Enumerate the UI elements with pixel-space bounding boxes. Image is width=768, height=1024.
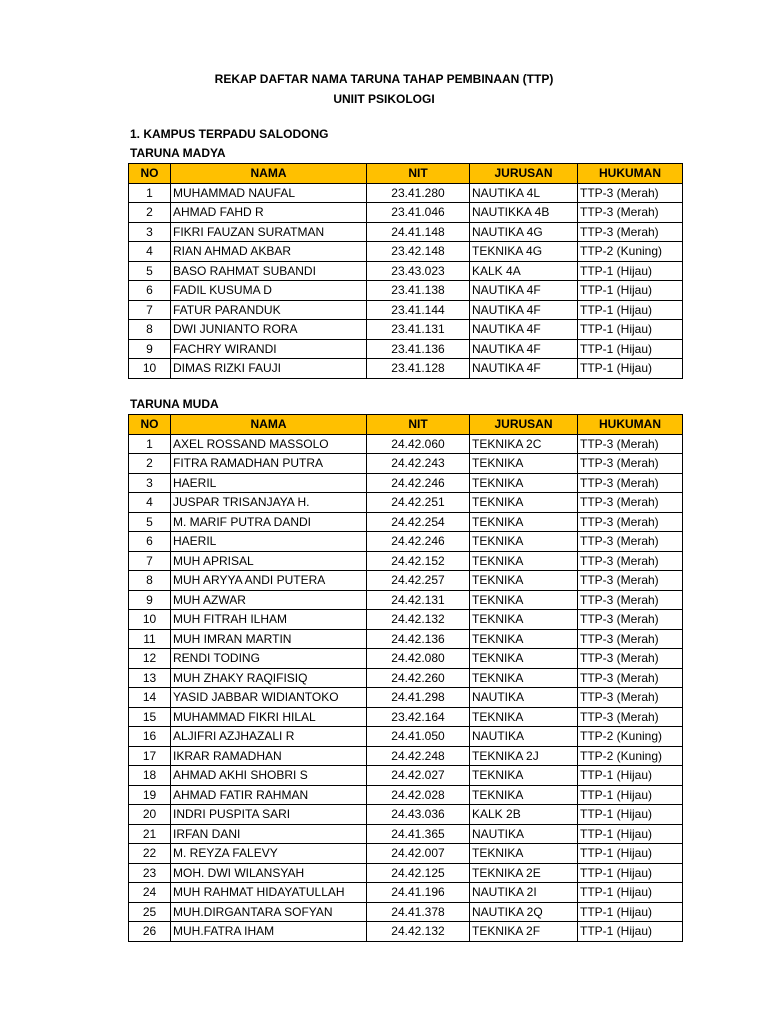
cell-hukuman: TTP-1 (Hijau): [578, 785, 683, 805]
column-header-nama: NAMA: [171, 415, 367, 435]
cell-nit: 24.41.298: [367, 688, 470, 708]
cell-nama: M. REYZA FALEVY: [171, 844, 367, 864]
cell-hukuman: TTP-3 (Merah): [578, 183, 683, 203]
table-row: [129, 844, 683, 864]
column-header-no: NO: [129, 164, 171, 184]
cell-hukuman: TTP-3 (Merah): [578, 649, 683, 669]
cell-nama: MUH ZHAKY RAQIFISIQ: [171, 668, 367, 688]
cell-nit: 24.42.028: [367, 785, 470, 805]
cell-hukuman: TTP-3 (Merah): [578, 532, 683, 552]
cell-no: 4: [129, 493, 171, 513]
cell-nama: MUH FITRAH ILHAM: [171, 610, 367, 630]
cell-nit: 24.43.036: [367, 805, 470, 825]
cell-hukuman: TTP-1 (Hijau): [578, 281, 683, 301]
cell-no: 8: [129, 320, 171, 340]
cell-no: 1: [129, 183, 171, 203]
table-row: [129, 203, 683, 223]
cell-hukuman: TTP-1 (Hijau): [578, 883, 683, 903]
cell-nit: 23.41.046: [367, 203, 470, 223]
cell-no: 6: [129, 532, 171, 552]
cell-nit: 24.42.027: [367, 766, 470, 786]
cell-no: 1: [129, 434, 171, 454]
table-row: [129, 532, 683, 552]
table-header-row: [129, 164, 683, 184]
table-row: [129, 339, 683, 359]
cell-no: 17: [129, 746, 171, 766]
cell-no: 16: [129, 727, 171, 747]
cell-hukuman: TTP-3 (Merah): [578, 222, 683, 242]
cell-hukuman: TTP-3 (Merah): [578, 454, 683, 474]
cell-nit: 23.41.128: [367, 359, 470, 379]
table-row: [129, 183, 683, 203]
cell-nama: MUH IMRAN MARTIN: [171, 629, 367, 649]
cell-jurusan: TEKNIKA 2E: [470, 863, 578, 883]
cell-no: 3: [129, 473, 171, 493]
cell-nama: FATUR PARANDUK: [171, 300, 367, 320]
cell-nit: 24.42.152: [367, 551, 470, 571]
cell-no: 8: [129, 571, 171, 591]
cell-nama: ALJIFRI AZJHAZALI R: [171, 727, 367, 747]
cell-jurusan: NAUTIKA 4L: [470, 183, 578, 203]
cell-jurusan: TEKNIKA: [470, 785, 578, 805]
cell-jurusan: TEKNIKA: [470, 668, 578, 688]
cell-jurusan: NAUTIKA 4F: [470, 281, 578, 301]
cell-jurusan: NAUTIKA 4F: [470, 359, 578, 379]
cell-jurusan: TEKNIKA: [470, 571, 578, 591]
cell-jurusan: NAUTIKA: [470, 688, 578, 708]
cell-hukuman: TTP-3 (Merah): [578, 688, 683, 708]
table-row: [129, 863, 683, 883]
table-row: [129, 610, 683, 630]
cell-hukuman: TTP-1 (Hijau): [578, 320, 683, 340]
cell-jurusan: KALK 2B: [470, 805, 578, 825]
cell-jurusan: NAUTIKA 4F: [470, 300, 578, 320]
cell-jurusan: NAUTIKA 4F: [470, 339, 578, 359]
cell-hukuman: TTP-1 (Hijau): [578, 863, 683, 883]
cell-no: 22: [129, 844, 171, 864]
table-row: [129, 261, 683, 281]
cell-no: 13: [129, 668, 171, 688]
cell-nit: 24.42.251: [367, 493, 470, 513]
cell-jurusan: TEKNIKA: [470, 649, 578, 669]
cell-nama: MOH. DWI WILANSYAH: [171, 863, 367, 883]
cell-no: 2: [129, 454, 171, 474]
cell-nama: MUH AZWAR: [171, 590, 367, 610]
cell-jurusan: TEKNIKA: [470, 629, 578, 649]
cell-nit: 24.42.243: [367, 454, 470, 474]
cell-no: 5: [129, 261, 171, 281]
cell-hukuman: TTP-1 (Hijau): [578, 261, 683, 281]
cell-jurusan: TEKNIKA: [470, 454, 578, 474]
cell-hukuman: TTP-3 (Merah): [578, 551, 683, 571]
table-row: [129, 242, 683, 262]
cell-nit: 24.42.007: [367, 844, 470, 864]
cell-hukuman: TTP-1 (Hijau): [578, 902, 683, 922]
cell-nama: DWI JUNIANTO RORA: [171, 320, 367, 340]
cell-hukuman: TTP-3 (Merah): [578, 203, 683, 223]
table-row: [129, 454, 683, 474]
cell-nit: 23.41.144: [367, 300, 470, 320]
cell-nama: MUHAMMAD NAUFAL: [171, 183, 367, 203]
cell-no: 5: [129, 512, 171, 532]
cell-nit: 24.42.125: [367, 863, 470, 883]
table-row: [129, 746, 683, 766]
cell-jurusan: KALK 4A: [470, 261, 578, 281]
cell-hukuman: TTP-3 (Merah): [578, 512, 683, 532]
table-row: [129, 320, 683, 340]
document-subtitle: UNIIT PSIKOLOGI: [333, 92, 435, 106]
column-header-no: NO: [129, 415, 171, 435]
cell-nama: IKRAR RAMADHAN: [171, 746, 367, 766]
cell-no: 14: [129, 688, 171, 708]
cell-nama: AXEL ROSSAND MASSOLO: [171, 434, 367, 454]
cell-no: 18: [129, 766, 171, 786]
cell-nama: RIAN AHMAD AKBAR: [171, 242, 367, 262]
cell-jurusan: TEKNIKA: [470, 512, 578, 532]
cell-hukuman: TTP-1 (Hijau): [578, 339, 683, 359]
section-heading-madya: TARUNA MADYA: [130, 146, 226, 160]
cell-jurusan: NAUTIKA 4G: [470, 222, 578, 242]
document-title: REKAP DAFTAR NAMA TARUNA TAHAP PEMBINAAN (TTP): [214, 72, 554, 86]
cell-no: 12: [129, 649, 171, 669]
table-row: [129, 902, 683, 922]
cell-no: 7: [129, 300, 171, 320]
cell-hukuman: TTP-1 (Hijau): [578, 359, 683, 379]
cell-nama: MUH.FATRA IHAM: [171, 922, 367, 942]
cell-hukuman: TTP-2 (Kuning): [578, 242, 683, 262]
cell-nit: 24.41.365: [367, 824, 470, 844]
cell-nama: HAERIL: [171, 473, 367, 493]
table-row: [129, 571, 683, 591]
cell-hukuman: TTP-3 (Merah): [578, 610, 683, 630]
cell-no: 10: [129, 359, 171, 379]
cell-jurusan: TEKNIKA 2C: [470, 434, 578, 454]
table-row: [129, 629, 683, 649]
cell-nit: 24.42.060: [367, 434, 470, 454]
cell-nama: FACHRY WIRANDI: [171, 339, 367, 359]
table-row: [129, 688, 683, 708]
table-row: [129, 434, 683, 454]
cell-jurusan: NAUTIKA: [470, 727, 578, 747]
cell-jurusan: NAUTIKKA 4B: [470, 203, 578, 223]
column-header-jurusan: JURUSAN: [470, 415, 578, 435]
cell-hukuman: TTP-3 (Merah): [578, 629, 683, 649]
cell-hukuman: TTP-3 (Merah): [578, 590, 683, 610]
cell-nit: 24.42.132: [367, 922, 470, 942]
cell-jurusan: TEKNIKA 2J: [470, 746, 578, 766]
column-header-nit: NIT: [367, 415, 470, 435]
table-row: [129, 707, 683, 727]
cell-jurusan: TEKNIKA 4G: [470, 242, 578, 262]
cell-nit: 24.41.378: [367, 902, 470, 922]
cell-nit: 23.41.136: [367, 339, 470, 359]
cell-jurusan: TEKNIKA: [470, 473, 578, 493]
table-row: [129, 727, 683, 747]
cell-nit: 24.42.132: [367, 610, 470, 630]
cell-hukuman: TTP-1 (Hijau): [578, 844, 683, 864]
cell-hukuman: TTP-3 (Merah): [578, 668, 683, 688]
cell-jurusan: TEKNIKA: [470, 707, 578, 727]
cell-hukuman: TTP-1 (Hijau): [578, 300, 683, 320]
cell-no: 9: [129, 590, 171, 610]
cell-no: 24: [129, 883, 171, 903]
cell-no: 10: [129, 610, 171, 630]
cell-nit: 23.41.138: [367, 281, 470, 301]
cell-nama: MUHAMMAD FIKRI HILAL: [171, 707, 367, 727]
cell-nama: HAERIL: [171, 532, 367, 552]
cell-no: 4: [129, 242, 171, 262]
table-row: [129, 359, 683, 379]
column-header-nama: NAMA: [171, 164, 367, 184]
cell-jurusan: NAUTIKA 2I: [470, 883, 578, 903]
table-row: [129, 281, 683, 301]
table-row: [129, 551, 683, 571]
table-row: [129, 493, 683, 513]
column-header-hukuman: HUKUMAN: [578, 164, 683, 184]
cell-nit: 24.42.246: [367, 473, 470, 493]
table-row: [129, 883, 683, 903]
table-taruna-madya: [128, 163, 683, 379]
cell-jurusan: NAUTIKA: [470, 824, 578, 844]
cell-nama: MUH.DIRGANTARA SOFYAN: [171, 902, 367, 922]
column-header-hukuman: HUKUMAN: [578, 415, 683, 435]
cell-hukuman: TTP-3 (Merah): [578, 493, 683, 513]
cell-jurusan: TEKNIKA: [470, 532, 578, 552]
table-row: [129, 766, 683, 786]
cell-nama: AHMAD FATIR RAHMAN: [171, 785, 367, 805]
cell-nama: DIMAS RIZKI FAUJI: [171, 359, 367, 379]
table-row: [129, 805, 683, 825]
cell-no: 15: [129, 707, 171, 727]
cell-nit: 24.42.080: [367, 649, 470, 669]
cell-nit: 24.42.248: [367, 746, 470, 766]
table-row: [129, 222, 683, 242]
table-row: [129, 668, 683, 688]
cell-nit: 24.41.148: [367, 222, 470, 242]
cell-nama: AHMAD AKHI SHOBRI S: [171, 766, 367, 786]
cell-nit: 24.42.136: [367, 629, 470, 649]
table-header-row: [129, 415, 683, 435]
campus-heading: 1. KAMPUS TERPADU SALODONG: [130, 127, 329, 141]
cell-hukuman: TTP-2 (Kuning): [578, 727, 683, 747]
cell-jurusan: TEKNIKA: [470, 610, 578, 630]
cell-nit: 23.42.164: [367, 707, 470, 727]
cell-no: 23: [129, 863, 171, 883]
cell-no: 9: [129, 339, 171, 359]
cell-jurusan: NAUTIKA 4F: [470, 320, 578, 340]
cell-nit: 24.42.257: [367, 571, 470, 591]
cell-no: 25: [129, 902, 171, 922]
cell-hukuman: TTP-1 (Hijau): [578, 805, 683, 825]
cell-nit: 23.43.023: [367, 261, 470, 281]
cell-hukuman: TTP-3 (Merah): [578, 571, 683, 591]
cell-no: 19: [129, 785, 171, 805]
cell-nama: FITRA RAMADHAN PUTRA: [171, 454, 367, 474]
cell-nit: 23.42.148: [367, 242, 470, 262]
cell-no: 20: [129, 805, 171, 825]
cell-nit: 24.41.196: [367, 883, 470, 903]
cell-jurusan: TEKNIKA: [470, 844, 578, 864]
cell-jurusan: TEKNIKA: [470, 493, 578, 513]
cell-nama: M. MARIF PUTRA DANDI: [171, 512, 367, 532]
cell-nit: 24.41.050: [367, 727, 470, 747]
table-row: [129, 473, 683, 493]
table-row: [129, 590, 683, 610]
cell-nama: RENDI TODING: [171, 649, 367, 669]
section-heading-muda: TARUNA MUDA: [130, 397, 219, 411]
table-row: [129, 300, 683, 320]
cell-hukuman: TTP-3 (Merah): [578, 473, 683, 493]
cell-jurusan: TEKNIKA: [470, 590, 578, 610]
cell-nama: MUH RAHMAT HIDAYATULLAH: [171, 883, 367, 903]
cell-jurusan: NAUTIKA 2Q: [470, 902, 578, 922]
cell-nama: MUH ARYYA ANDI PUTERA: [171, 571, 367, 591]
cell-jurusan: TEKNIKA: [470, 766, 578, 786]
column-header-jurusan: JURUSAN: [470, 164, 578, 184]
cell-nama: BASO RAHMAT SUBANDI: [171, 261, 367, 281]
table-row: [129, 785, 683, 805]
cell-nama: JUSPAR TRISANJAYA H.: [171, 493, 367, 513]
cell-no: 2: [129, 203, 171, 223]
cell-nama: AHMAD FAHD R: [171, 203, 367, 223]
cell-no: 26: [129, 922, 171, 942]
cell-hukuman: TTP-1 (Hijau): [578, 922, 683, 942]
cell-jurusan: TEKNIKA: [470, 551, 578, 571]
cell-hukuman: TTP-3 (Merah): [578, 434, 683, 454]
cell-no: 6: [129, 281, 171, 301]
table-row: [129, 649, 683, 669]
cell-no: 11: [129, 629, 171, 649]
cell-hukuman: TTP-3 (Merah): [578, 707, 683, 727]
table-taruna-muda: [128, 414, 683, 942]
cell-nit: 23.41.280: [367, 183, 470, 203]
table-row: [129, 512, 683, 532]
cell-no: 7: [129, 551, 171, 571]
cell-nama: FADIL KUSUMA D: [171, 281, 367, 301]
cell-nit: 23.41.131: [367, 320, 470, 340]
cell-hukuman: TTP-1 (Hijau): [578, 824, 683, 844]
cell-hukuman: TTP-2 (Kuning): [578, 746, 683, 766]
cell-nama: FIKRI FAUZAN SURATMAN: [171, 222, 367, 242]
cell-no: 3: [129, 222, 171, 242]
cell-nit: 24.42.246: [367, 532, 470, 552]
cell-nit: 24.42.254: [367, 512, 470, 532]
cell-nit: 24.42.260: [367, 668, 470, 688]
cell-nama: IRFAN DANI: [171, 824, 367, 844]
table-row: [129, 824, 683, 844]
cell-nit: 24.42.131: [367, 590, 470, 610]
cell-hukuman: TTP-1 (Hijau): [578, 766, 683, 786]
cell-no: 21: [129, 824, 171, 844]
cell-nama: MUH APRISAL: [171, 551, 367, 571]
cell-nama: INDRI PUSPITA SARI: [171, 805, 367, 825]
cell-jurusan: TEKNIKA 2F: [470, 922, 578, 942]
table-row: [129, 922, 683, 942]
column-header-nit: NIT: [367, 164, 470, 184]
cell-nama: YASID JABBAR WIDIANTOKO: [171, 688, 367, 708]
